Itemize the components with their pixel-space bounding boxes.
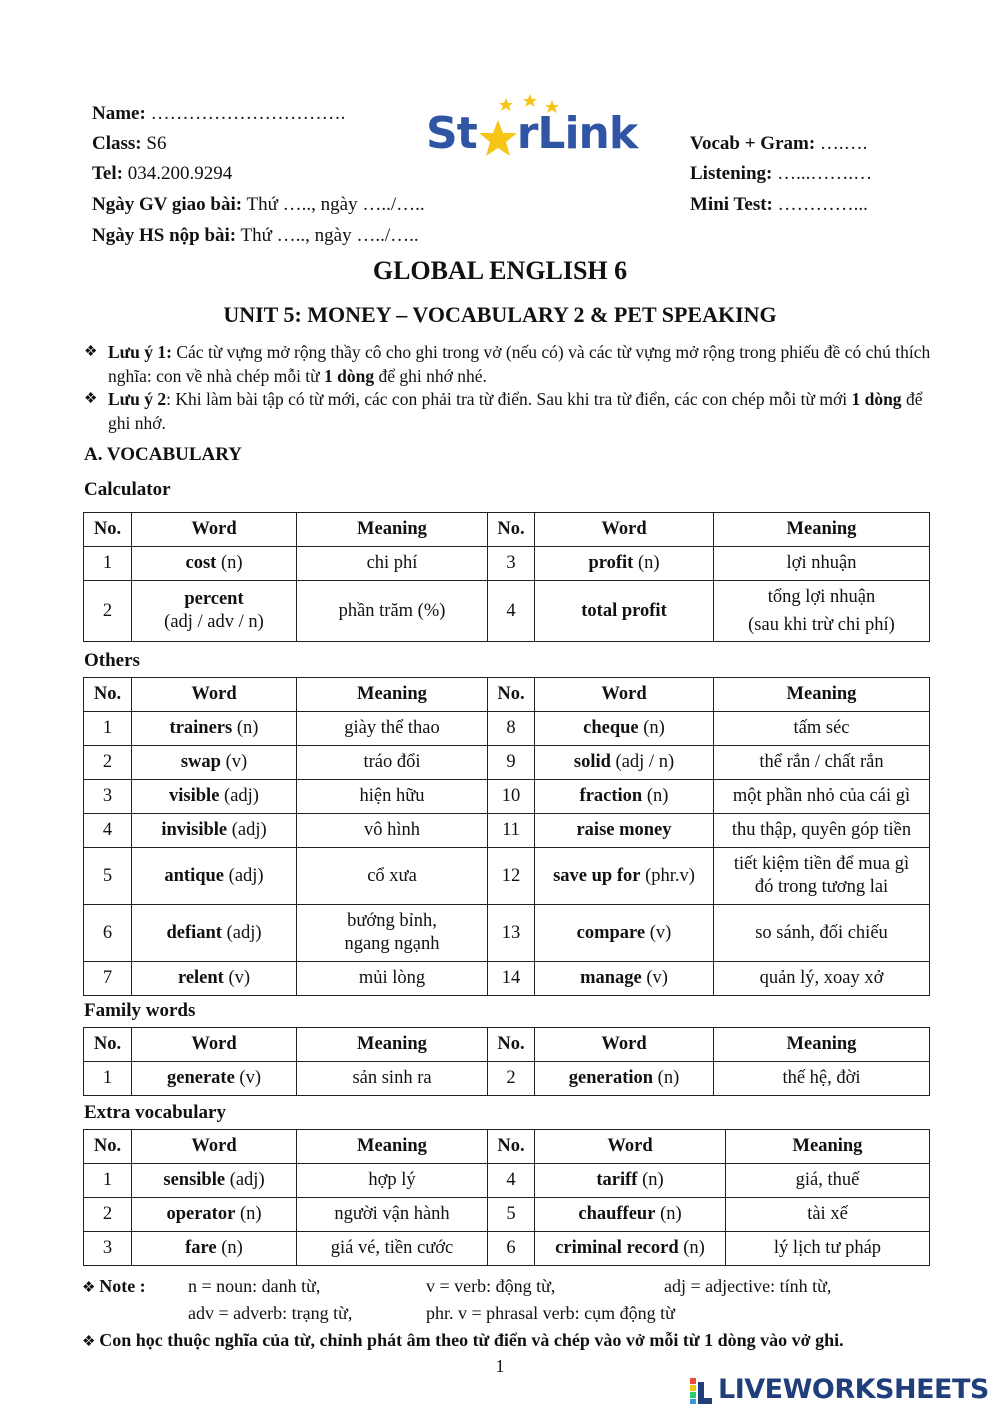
verb-definition: v = verb: động từ, xyxy=(426,1276,556,1296)
table-header-row: No. Word Meaning No. Word Meaning xyxy=(84,1130,930,1164)
study-reminder: ❖ Con học thuộc nghĩa của từ, chỉnh phát âm theo từ điển và chép vào vở mỗi từ 1 dòng vào vở ghi. xyxy=(82,1330,844,1350)
listening-score-value: …...…….… xyxy=(772,163,873,184)
table-row: 1 generate (v) sản sinh ra 2 generation (n) thế hệ, đời xyxy=(84,1062,930,1096)
listening-score-line xyxy=(690,162,872,186)
diamond-bullet-icon: ❖ xyxy=(82,1334,100,1350)
noun-definition: n = noun: danh từ, xyxy=(188,1276,321,1296)
family-words-heading: Family words xyxy=(84,1000,196,1021)
table-row: 3 visible (adj) hiện hữu 10 fraction (n) một phần nhỏ của cái gì xyxy=(84,780,930,814)
listening-score-label: Listening: xyxy=(690,163,773,184)
table-row: 1 trainers (n) giày thể thao 8 cheque (n) tấm séc xyxy=(84,712,930,746)
hs-date-line xyxy=(92,224,419,248)
tel-value: 034.200.9294 xyxy=(122,163,233,184)
table-header-row: No. Word Meaning No. Word Meaning xyxy=(84,1028,930,1062)
vocab-score-label: Vocab + Gram: xyxy=(690,133,816,154)
diamond-bullet-icon: ❖ xyxy=(82,1280,100,1296)
col-word: Word xyxy=(132,513,297,547)
col-no: No. xyxy=(84,513,132,547)
table-row: 2 percent (adj / adv / n) phần trăm (%) 4 total profit tổng lợi nhuận (sau khi trừ chi phí) xyxy=(84,581,930,642)
starlink-logo xyxy=(426,94,636,164)
gv-date-value: Thứ ….., ngày …../….. xyxy=(242,194,425,215)
table-row: 1 cost (n) chi phí 3 profit (n) lợi nhuận xyxy=(84,547,930,581)
col-no: No. xyxy=(488,513,535,547)
table-row: 2 swap (v) tráo đổi 9 solid (adj / n) thể rắn / chất rắn xyxy=(84,746,930,780)
table-row: 4 invisible (adj) vô hình 11 raise money thu thập, quyên góp tiền xyxy=(84,814,930,848)
page-number: 1 xyxy=(495,1356,505,1376)
unit-title: UNIT 5: MONEY – VOCABULARY 2 & PET SPEAKING xyxy=(223,302,777,327)
extra-vocabulary-heading: Extra vocabulary xyxy=(84,1102,226,1123)
class-label: Class: xyxy=(92,133,142,154)
table-header-row: No. Word Meaning No. Word Meaning xyxy=(84,678,930,712)
table-row: 3 fare (n) giá vé, tiền cước 6 criminal record (n) lý lịch tư pháp xyxy=(84,1232,930,1266)
liveworksheets-text: LIVEWORKSHEETS xyxy=(718,1374,989,1405)
vocab-score-value: ….…. xyxy=(815,133,868,154)
class-line xyxy=(92,132,166,156)
note-label: ❖ Note : xyxy=(82,1276,146,1296)
table-row: 7 relent (v) mủi lòng 14 manage (v) quản lý, xoay xở xyxy=(84,962,930,996)
diamond-bullet-icon: ❖ xyxy=(84,344,98,360)
table-row: 2 operator (n) người vận hành 5 chauffeur (n) tài xế xyxy=(84,1198,930,1232)
name-label: Name: xyxy=(92,103,146,124)
family-words-table xyxy=(83,1027,930,1096)
logo-text: St rLink xyxy=(426,108,638,159)
extra-vocabulary-table xyxy=(83,1129,930,1266)
table-row: 1 sensible (adj) hợp lý 4 tariff (n) giá, thuế xyxy=(84,1164,930,1198)
note-1: ❖ Lưu ý 1: Các từ vựng mở rộng thầy cô cho ghi trong vở (nếu có) và các từ vựng mở rộng trong phiếu đề có chú thích nghĩa: con về nhà chép mỗi từ 1 dòng để ghi nhớ nhé. xyxy=(84,342,931,386)
vocab-score-line xyxy=(690,132,867,156)
logo-star-icon xyxy=(478,118,518,158)
col-meaning: Meaning xyxy=(297,513,488,547)
minitest-score-value: …………... xyxy=(772,194,868,215)
section-vocabulary-heading: A. VOCABULARY xyxy=(84,444,243,465)
page-title: GLOBAL ENGLISH 6 xyxy=(372,256,628,285)
liveworksheets-icon xyxy=(690,1378,714,1404)
table-row: 5 antique (adj) cổ xưa 12 save up for (phr.v) tiết kiệm tiền để mua gì đó trong tương lai xyxy=(84,848,930,905)
gv-date-label: Ngày GV giao bài: xyxy=(92,194,243,215)
col-word: Word xyxy=(535,513,714,547)
calculator-heading: Calculator xyxy=(84,479,171,500)
adjective-definition: adj = adjective: tính từ, xyxy=(664,1276,832,1296)
table-row: 6 defiant (adj) bướng bỉnh, ngang ngạnh 13 compare (v) so sánh, đối chiếu xyxy=(84,905,930,962)
tel-line xyxy=(92,162,232,186)
col-meaning: Meaning xyxy=(714,513,930,547)
others-table xyxy=(83,677,930,996)
minitest-score-line xyxy=(690,193,868,217)
name-value: …………………………. xyxy=(145,103,346,124)
gv-date-line xyxy=(92,193,425,217)
name-line xyxy=(92,102,345,126)
note-2: ❖ Lưu ý 2: Khi làm bài tập có từ mới, các con phải tra từ điển. Sau khi tra từ điển, các con chép mỗi từ mới 1 dòng để ghi nhớ. xyxy=(84,389,923,433)
tel-label: Tel: xyxy=(92,163,123,184)
calculator-table xyxy=(83,512,930,642)
adverb-definition: adv = adverb: trạng từ, xyxy=(188,1303,353,1323)
diamond-bullet-icon: ❖ xyxy=(84,391,98,407)
class-value: S6 xyxy=(141,133,167,154)
logo-small-stars-icon xyxy=(496,94,576,120)
others-heading: Others xyxy=(84,650,140,671)
minitest-score-label: Mini Test: xyxy=(690,194,773,215)
phrasal-verb-definition: phr. v = phrasal verb: cụm động từ xyxy=(426,1303,675,1323)
hs-date-value: Thứ ….., ngày …../….. xyxy=(236,225,419,246)
hs-date-label: Ngày HS nộp bài: xyxy=(92,225,237,246)
table-header-row xyxy=(84,513,930,547)
